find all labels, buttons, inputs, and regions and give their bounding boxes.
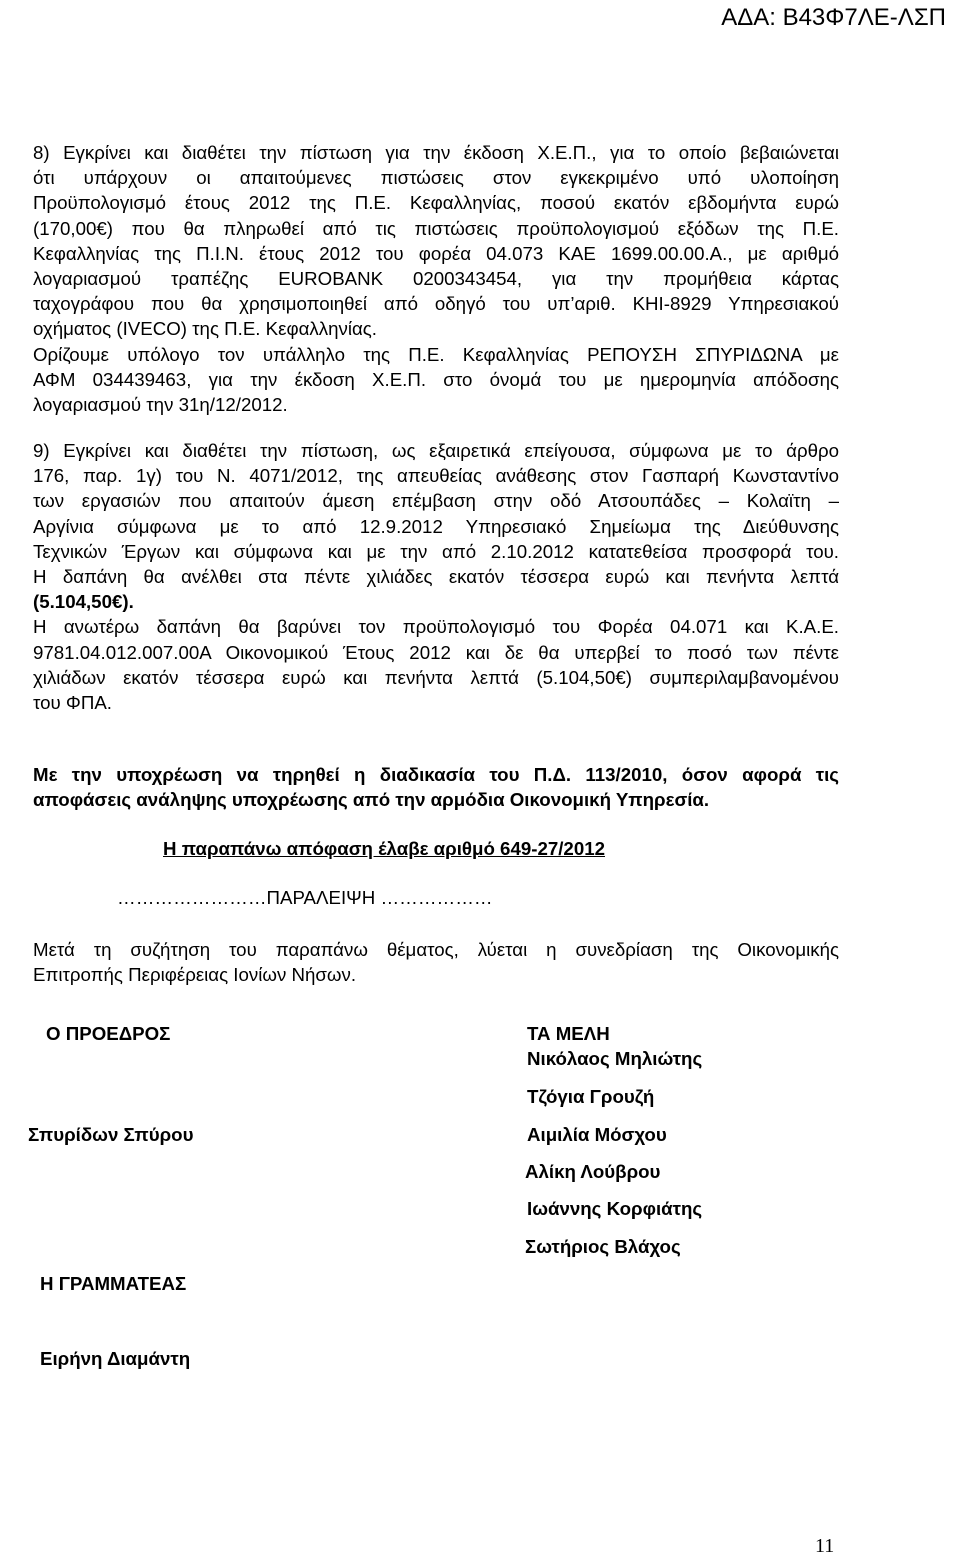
item-9-line: 176, παρ. 1γ) του Ν. 4071/2012, της απευθείας ανάθεσης στον Γασπαρή Κωνσταντίνο bbox=[33, 465, 839, 487]
item-8-line: (170,00€) που θα πληρωθεί από τις πιστώσεις προϋπολογισμού εξόδων της Π.Ε. bbox=[33, 217, 839, 239]
member-name: Αιμιλία Μόσχου bbox=[527, 1124, 667, 1145]
member-name: Αλίκη Λούβρου bbox=[525, 1161, 661, 1182]
item-8-line: ΑΦΜ 034439463, για την έκδοση Χ.Ε.Π. στο όνομά του με ημερομηνία απόδοσης bbox=[33, 368, 839, 390]
members-title: ΤΑ ΜΕΛΗ bbox=[527, 1023, 610, 1044]
item-9-line: Η ανωτέρω δαπάνη θα βαρύνει τον προϋπολογισμό του Φορέα 04.071 και Κ.Α.Ε. bbox=[33, 616, 839, 638]
decision-number: Η παραπάνω απόφαση έλαβε αριθμό 649-27/2012 bbox=[163, 838, 606, 859]
item-8-line: Κεφαλληνίας της Π.Ι.Ν. έτους 2012 του φορέα 04.073 ΚΑΕ 1699.00.00.Α., με αριθμό bbox=[33, 242, 839, 264]
item-8-line: 8) Εγκρίνει και διαθέτει την πίστωση για την έκδοση Χ.Ε.Π., για το οποίο βεβαιώνεται bbox=[33, 142, 839, 163]
president-title: Ο ΠΡΟΕΔΡΟΣ bbox=[46, 1023, 171, 1044]
item-8-line: οχήματος (IVECO) της Π.Ε. Κεφαλληνίας. bbox=[33, 318, 377, 340]
president-name: Σπυρίδων Σπύρου bbox=[28, 1124, 194, 1145]
obligation-paragraph bbox=[33, 762, 839, 812]
closing-line: Μετά τη συζήτηση του παραπάνω θέματος, λύεται η συνεδρίαση της Οικονομικής bbox=[33, 939, 839, 960]
secretary-name: Ειρήνη Διαμάντη bbox=[40, 1348, 191, 1369]
item-9-line: Η δαπάνη θα ανέλθει στα πέντε χιλιάδες εκατόν τέσσερα ευρώ και πενήντα λεπτά bbox=[33, 566, 839, 588]
item-9-line: του ΦΠΑ. bbox=[33, 692, 112, 714]
obligation-line: Με την υποχρέωση να τηρηθεί η διαδικασία του Π.Δ. 113/2010, όσον αφορά τις bbox=[33, 764, 839, 785]
member-name: Τζόγια Γρουζή bbox=[527, 1086, 655, 1107]
omission-line: ……………………ΠΑΡΑΛΕΙΨΗ ……………… bbox=[117, 887, 493, 908]
item-9-line: των εργασιών που απαιτούν άμεση επέμβαση στην οδό Ατσουπάδες – Κολαϊτη – bbox=[33, 490, 839, 512]
item-9-line: Τεχνικών Έργων και σύμφωνα και με την από 2.10.2012 κατατεθείσα προσφορά του. bbox=[33, 540, 839, 562]
item-9-amount-line: (5.104,50€). bbox=[33, 591, 134, 613]
item-8-line: ταχογράφου που θα χρησιμοποιηθεί από οδηγό του υπ’αριθ. ΚΗΙ-8929 Υπηρεσιακού bbox=[33, 293, 839, 315]
closing-paragraph bbox=[33, 937, 839, 987]
item-8-line: λογαριασμού τραπέζης EUROBANK 0200343454, για την προμήθεια κάρτας bbox=[33, 268, 839, 290]
item-8-line: Προϋπολογισμό έτους 2012 της Π.Ε. Κεφαλληνίας, ποσού εκατόν εβδομήντα ευρώ bbox=[33, 192, 839, 214]
item-8-line: λογαριασμού την 31η/12/2012. bbox=[33, 394, 288, 416]
secretary-title: Η ΓΡΑΜΜΑΤΕΑΣ bbox=[40, 1273, 187, 1294]
page-number: 11 bbox=[815, 1535, 835, 1557]
item-9-line: Αργίνια σύμφωνα με το από 12.9.2012 Υπηρεσιακό Σημείωμα της Διεύθυνσης bbox=[33, 515, 839, 537]
item-9-line: 9) Εγκρίνει και διαθέτει την πίστωση, ως εξαιρετικά επείγουσα, σύμφωνα με το άρθρο bbox=[33, 440, 839, 461]
member-name: Σωτήριος Βλάχος bbox=[525, 1236, 681, 1257]
item-8-line: ότι υπάρχουν οι απαιτούμενες πιστώσεις στον εγκεκριμένο υπό υλοποίηση bbox=[33, 167, 839, 189]
item-9-line: 9781.04.012.007.00Α Οικονομικού Έτους 2012 και δε θα υπερβεί το ποσό των πέντε bbox=[33, 641, 839, 663]
item-9-paragraph bbox=[33, 438, 839, 715]
item-8-paragraph bbox=[33, 140, 839, 417]
member-name: Ιωάννης Κορφιάτης bbox=[527, 1198, 703, 1219]
member-name: Νικόλαος Μηλιώτης bbox=[527, 1048, 703, 1069]
closing-line: Επιτροπής Περιφέρειας Ιονίων Νήσων. bbox=[33, 964, 357, 986]
item-8-line: Ορίζουμε υπόλογο τον υπάλληλο της Π.Ε. Κεφαλληνίας ΡΕΠΟΥΣΗ ΣΠΥΡΙΔΩΝΑ με bbox=[33, 343, 839, 365]
ada-header: ΑΔΑ: Β43Φ7ΛΕ-ΛΣΠ bbox=[721, 4, 946, 31]
item-9-line: χιλιάδων εκατόν τέσσερα ευρώ και πενήντα λεπτά (5.104,50€) συμπεριλαμβανομένου bbox=[33, 666, 839, 688]
obligation-line: αποφάσεις ανάληψης υποχρέωσης από την αρμόδια Οικονομική Υπηρεσία. bbox=[33, 789, 710, 811]
